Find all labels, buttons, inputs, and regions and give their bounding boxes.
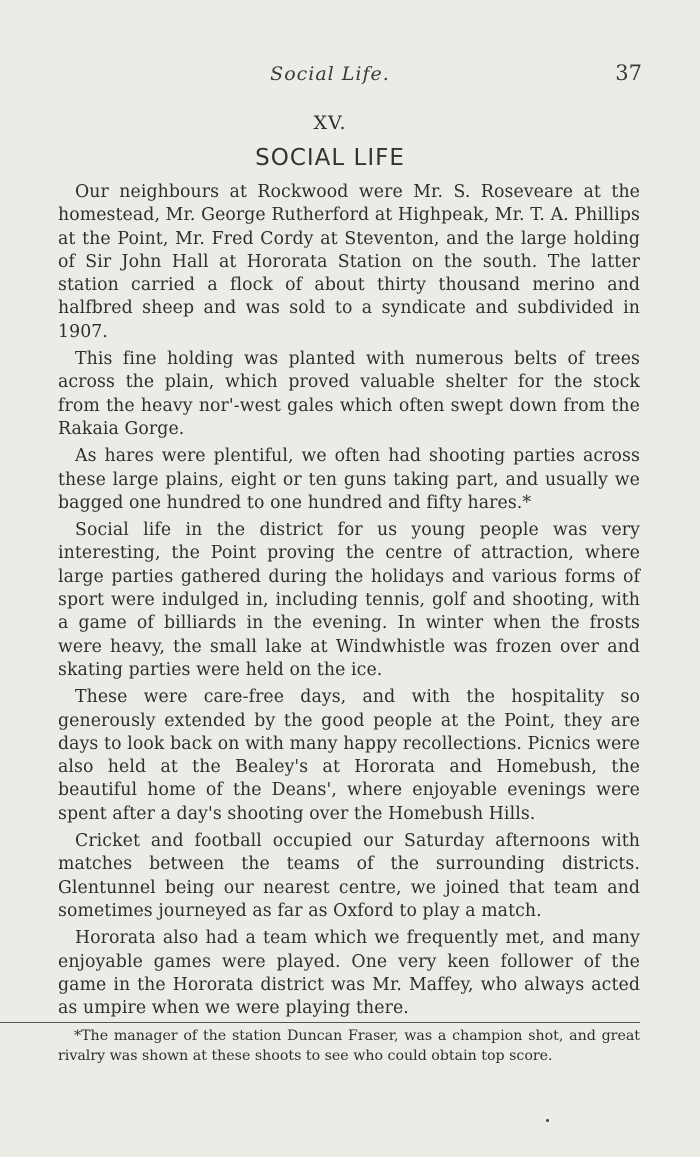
ink-speck [546,1119,549,1122]
page-number: 37 [615,61,642,85]
paragraph: This fine holding was planted with numerous belts of trees across the plain, which proved valuable shelter for the stock from the heavy nor'-west gales which often swept down from the Rakaia Gorge. [58,349,640,439]
chapter-body [58,181,640,1024]
chapter-number: XV. [313,112,347,134]
paragraph: Cricket and football occupied our Saturday afternoons with matches between the teams of the surrounding districts. Glentunnel being our nearest centre, we joined that team and sometimes journeyed as far as Oxford to play a match. [58,831,640,921]
chapter-title: SOCIAL LIFE [255,145,405,171]
footnote-text: *The manager of the station Duncan Fraser, was a champion shot, and great rivalry was shown at these shoots to see who could obtain top score. [58,1028,640,1064]
running-title: Social Life. [270,63,390,85]
footnote-divider [0,1022,640,1023]
paragraph: Social life in the district for us young people was very interesting, the Point proving the centre of attraction, where large parties gathered during the holidays and various forms of sport were indulged in, including tennis, golf and shooting, with a game of billiards in the evening. In winter when the frosts were heavy, the small lake at Windwhistle was frozen over and skating parties were held on the ice. [58,520,640,680]
footnote [58,1027,640,1066]
running-head [0,63,700,89]
paragraph: Hororata also had a team which we frequently met, and many enjoyable games were played. One very keen follower of the game in the Hororata district was Mr. Maffey, who always acted as umpire when we were playing there. [58,928,640,1019]
paragraph: As hares were plentiful, we often had shooting parties across these large plains, eight or ten guns taking part, and usually we bagged one hundred to one hundred and fifty hares.* [58,446,640,513]
paragraph: Our neighbours at Rockwood were Mr. S. Roseveare at the homestead, Mr. George Rutherford at Highpeak, Mr. T. A. Phillips at the Point, Mr. Fred Cordy at Steventon, and the large holding of Sir John Hall at Hororata Station on the south. The latter station carried a flock of about thirty thousand merino and halfbred sheep and was sold to a syndicate and subdivided in 1907. [58,182,640,342]
paragraph: These were care-free days, and with the hospitality so generously extended by the good people at the Point, they are days to look back on with many happy recollections. Picnics were also held at the Bealey's at Hororata and Homebush, the beautiful home of the Deans', where enjoyable evenings were spent after a day's shooting over the Homebush Hills. [58,687,640,824]
